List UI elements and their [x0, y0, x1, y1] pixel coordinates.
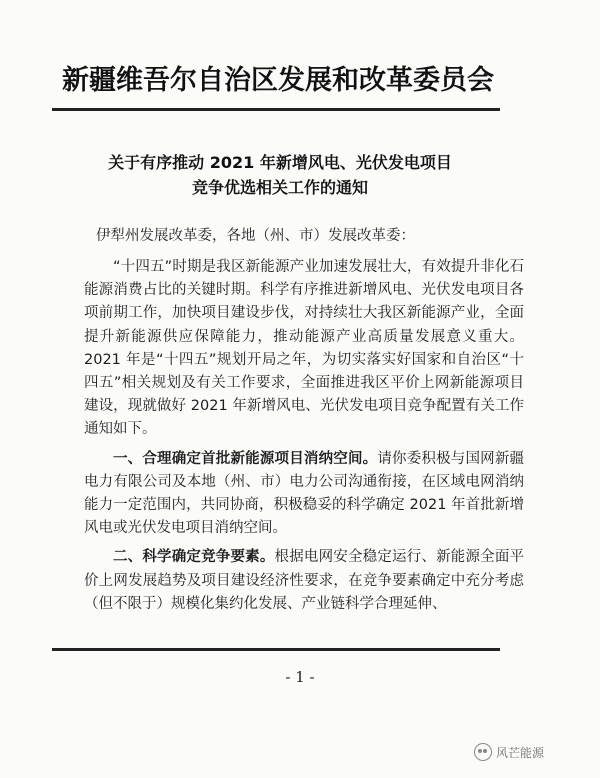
header-divider [52, 108, 500, 111]
paragraph-lead: 二、科学确定竞争要素。 [113, 549, 275, 566]
paragraph-text: “十四五”时期是我区新能源产业加速发展壮大，有效提升非化石能源消费占比的关键时期。科学有序推进新增风电、光伏发电项目各项前期工作，加快项目建设步伐，对持续壮大我区新能源产业，全面提升新能源供应保障能力，推动能源产业高质量发展意义重大。2021 年是“十四五”规划开局之年，为切实落实好国家和自治区“十四五”相关规划及有关工作要求，全面推进我区平价上网新能源项目建设，现就做好 2021 年新增风电、光伏发电项目竞争配置有关工作通知如下。 [84, 259, 524, 438]
body-paragraph-1 [84, 256, 524, 442]
wechat-icon [474, 743, 492, 761]
page-number: - 1 - [285, 668, 315, 686]
document-title-line-2: 竞争优选相关工作的通知 [191, 178, 368, 197]
footer-divider [52, 648, 500, 651]
paragraph-lead: 一、合理确定首批新能源项目消纳空间。 [113, 450, 378, 467]
addressee-line: 伊犁州发展改革委，各地（州、市）发展改革委： [96, 228, 415, 244]
paragraph-text: 根据电网安全稳定运行、新能源全面平价上网发展趋势及项目建设经济性要求，在竞争要素确定中充分考虑（但不限于）规模化集约化发展、产业链科学合理延伸、 [84, 549, 525, 612]
watermark-text: 风芒能源 [496, 745, 545, 760]
source-watermark [474, 743, 544, 761]
issuing-organization-header: 新疆维吾尔自治区发展和改革委员会 [62, 65, 494, 96]
document-title-line-1: 关于有序推动 2021 年新增风电、光伏发电项目 [108, 153, 452, 172]
document-body [84, 256, 524, 616]
body-paragraph-3 [84, 546, 524, 616]
body-paragraph-2 [84, 448, 524, 541]
paragraph-text: 请你委积极与国网新疆电力有限公司及本地（州、市）电力公司沟通衔接，在区域电网消纳能力一定范围内，共同协商，积极稳妥的科学确定 2021 年首批新增风电或光伏发电项目消纳空间。 [84, 450, 525, 537]
